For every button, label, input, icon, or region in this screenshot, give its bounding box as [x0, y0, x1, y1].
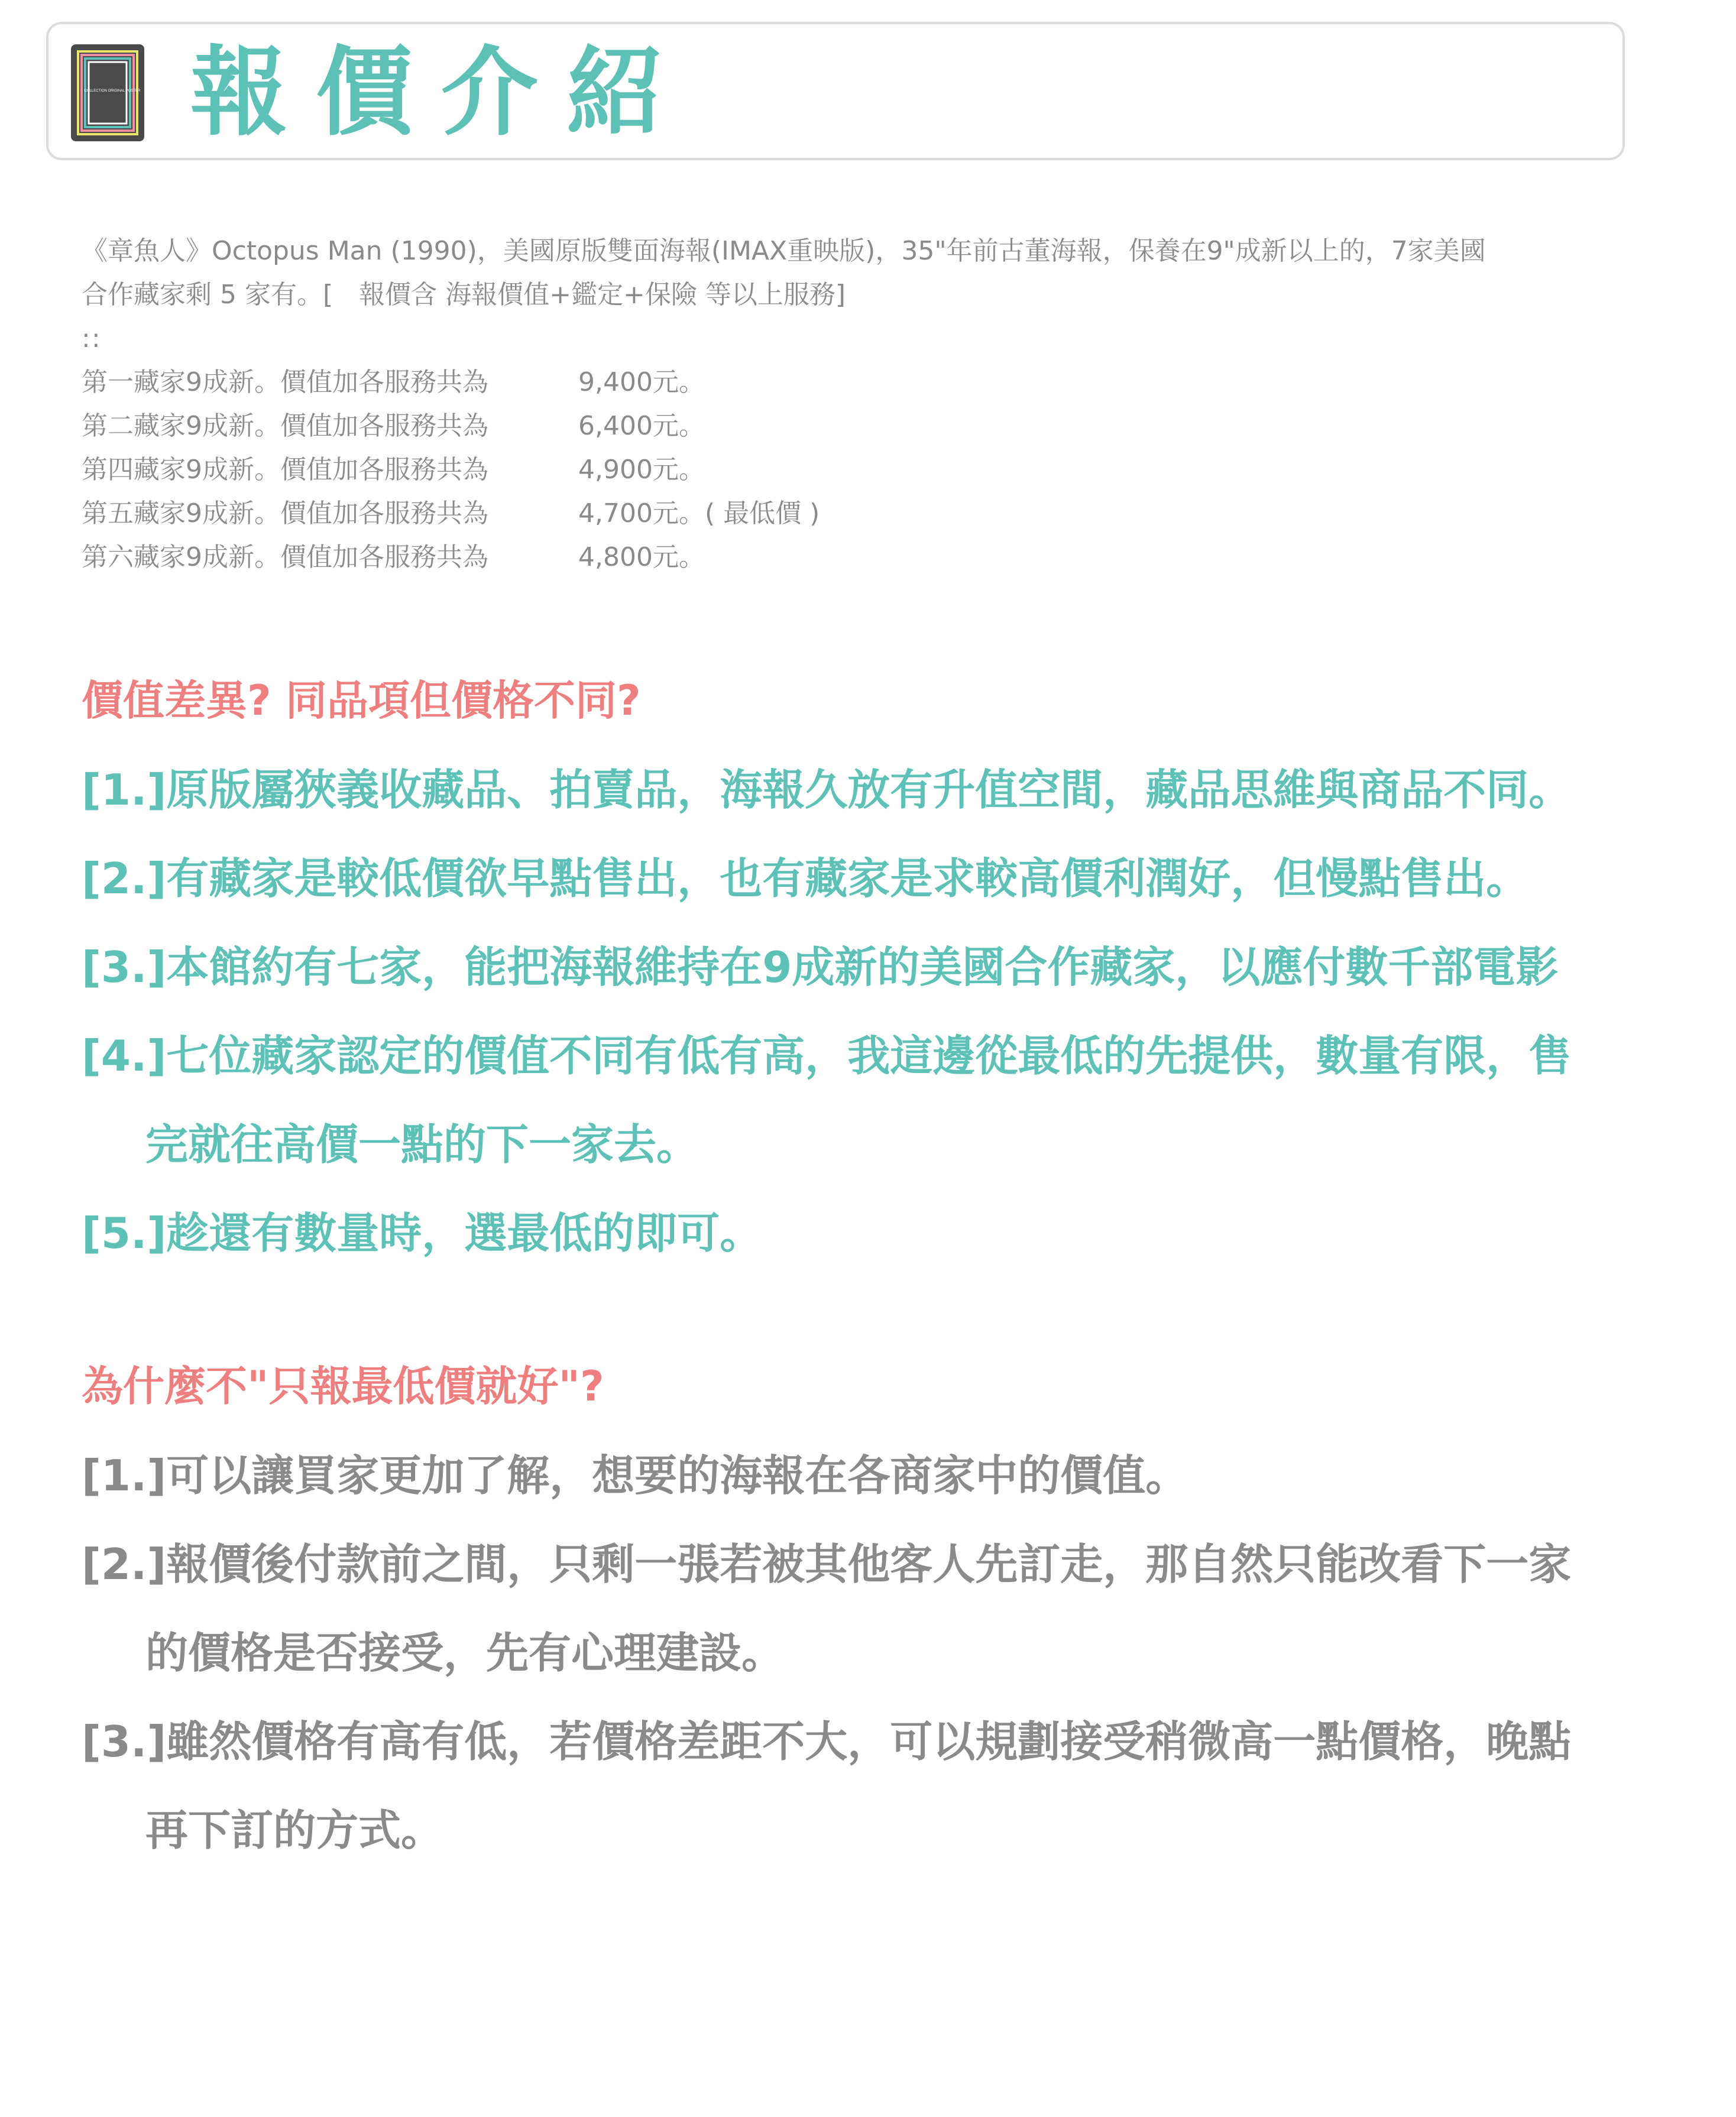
offer-label: 第二藏家9成新。價值加各服務共為	[82, 411, 488, 441]
section-heading: 為什麼不"只報最低價就好"?	[82, 1362, 604, 1411]
separator: ::	[82, 323, 102, 354]
offer-label: 第五藏家9成新。價值加各服務共為	[82, 498, 488, 529]
point-item-continuation: 的價格是否接受，先有心理建設。	[145, 1628, 785, 1678]
offer-price: 9,400元。	[578, 367, 705, 397]
point-item: [3.]雖然價格有高有低，若價格差距不大，可以規劃接受稍微高一點價格，晚點	[82, 1717, 1572, 1766]
point-item: [5.]趁還有數量時，選最低的即可。	[82, 1208, 763, 1258]
point-item: [3.]本館約有七家，能把海報維持在9成新的美國合作藏家，以應付數千部電影	[82, 942, 1559, 992]
description-line: 合作藏家剩 5 家有。[ 報價含 海報價值+鑑定+保險 等以上服務]	[82, 280, 846, 310]
offer-label: 第四藏家9成新。價值加各服務共為	[82, 455, 488, 485]
point-item: [2.]報價後付款前之間，只剩一張若被其他客人先訂走，那自然只能改看下一家	[82, 1539, 1572, 1589]
why-not-lowest-section	[82, 1357, 1643, 1875]
point-item: [1.]原版屬狹義收藏品、拍賣品，海報久放有升值空間，藏品思維與商品不同。	[82, 765, 1572, 815]
offer-row	[82, 404, 1643, 448]
point-item-continuation: 再下訂的方式。	[145, 1805, 444, 1855]
point-item: [2.]有藏家是較低價欲早點售出，也有藏家是求較高價利潤好，但慢點售出。	[82, 854, 1529, 903]
offer-row	[82, 536, 1643, 579]
offer-price: 4,800元。	[578, 542, 705, 572]
intro-block	[82, 229, 1643, 579]
offer-label: 第六藏家9成新。價值加各服務共為	[82, 542, 488, 572]
point-item: [4.]七位藏家認定的價值不同有低有高，我這邊從最低的先提供，數量有限，售	[82, 1031, 1572, 1081]
collection-logo	[71, 44, 144, 141]
offer-row	[82, 361, 1643, 404]
page-title: 報價介紹	[190, 36, 692, 149]
offer-price: 4,700元。( 最低價 )	[578, 498, 820, 529]
offer-row	[82, 492, 1643, 536]
offer-row	[82, 448, 1643, 492]
offer-list	[82, 361, 1643, 579]
offer-price: 6,400元。	[578, 411, 705, 441]
section-heading: 價值差異? 同品項但價格不同?	[82, 676, 641, 725]
offer-price: 4,900元。	[578, 455, 705, 485]
value-difference-section	[82, 671, 1643, 1278]
point-item: [1.]可以讓買家更加了解，想要的海報在各商家中的價值。	[82, 1451, 1188, 1500]
description-line: 《章魚人》Octopus Man (1990)，美國原版雙面海報(IMAX重映版)，35"年前古董海報，保養在9"成新以上的，7家美國	[82, 236, 1486, 266]
offer-label: 第一藏家9成新。價值加各服務共為	[82, 367, 488, 397]
logo-text: COLLECTION ORIGINAL POSTER	[84, 89, 141, 93]
point-item-continuation: 完就往高價一點的下一家去。	[145, 1120, 699, 1169]
